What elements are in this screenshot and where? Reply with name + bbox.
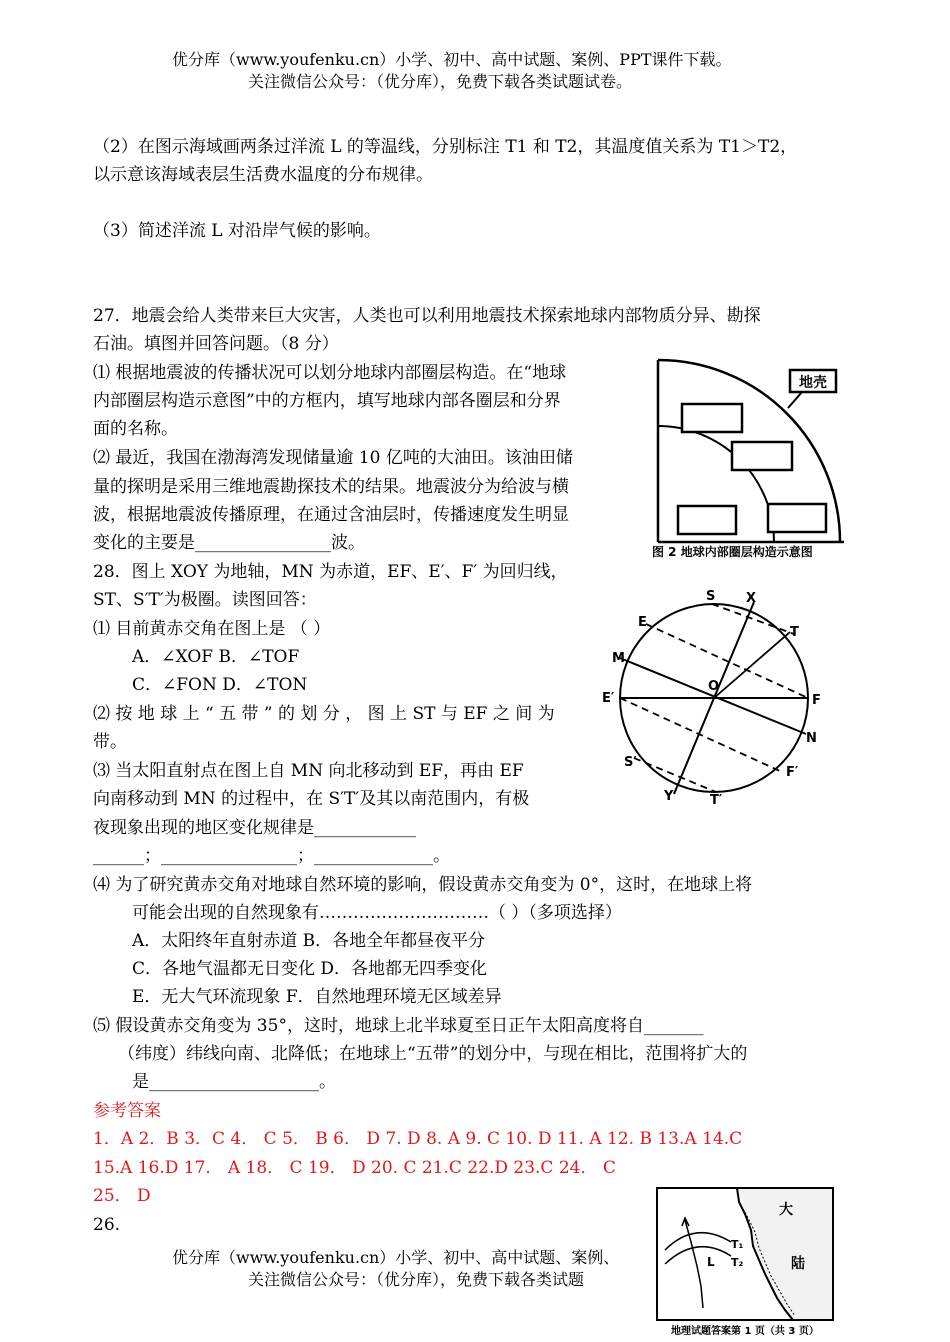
label-y-prime: Y′ [664,789,677,804]
q28-s4-options-2: C．各地气温都无日变化 D．各地都无四季变化 [132,959,488,979]
answer-box-2 [732,442,792,470]
continent-label-2: 陆 [791,1256,805,1272]
q28-s4-line1: ⑷ 为了研究黄赤交角对地球自然环境的影响，假设黄赤交角变为 0°，这时，在地球上将 [93,875,753,895]
header-line-1: 优分库（www.youfenku.cn）小学、初中、高中试题、案例、PPT课件下载。 [172,50,732,69]
current-label-l: L [707,1255,715,1269]
label-o: O [708,679,720,694]
q27-s1-line2: 内部圈层构造示意图”中的方框内，填写地球内部各圈层和分界 [93,391,561,411]
equator-mn [620,658,806,734]
answer-box-1 [682,404,742,432]
q26-part3: （3）简述洋流 L 对沿岸气候的影响。 [93,221,381,241]
q27-s2-line4: 变化的主要是________________波。 [93,533,365,553]
q27-s2-line1: ⑵ 最近，我国在渤海湾发现储量逾 10 亿吨的大油田。该油田储 [93,448,573,468]
answers-title: 参考答案 [93,1101,161,1121]
header-line-2: 关注微信公众号：（优分库），免费下载各类试题试卷。 [248,72,633,91]
crust-pointer [788,392,802,408]
q28-s4-options-3: E．无大气环流现象 F．自然地理环境无区域差异 [132,987,502,1007]
q26-part2-line2: 以示意该海域表层生活费水温度的分布规律。 [93,165,433,185]
answers-line2: 15.A 16.D 17． A 18． C 19． D 20. C 21.C 22.D 23.C 24． C [93,1158,616,1178]
label-t-prime: T′ [710,793,723,808]
q28-line2: ST、S′T′为极圈。读图回答： [93,590,317,610]
q28-s3-line4: ______；________________；______________。 [93,846,450,866]
q28-s1-options-1: A．∠XOF B．∠TOF [132,647,300,667]
q27-line1: 27．地震会给人类带来巨大灾害，人类也可以利用地震技术探索地球内部物质分异、勘探 [93,306,761,326]
label-e: E [638,615,647,630]
q28-s4-line2: 可能会出现的自然现象有…………………………（ ）（多项选择） [132,903,622,923]
footer-line-2: 关注微信公众号：（优分库），免费下载各类试题 [248,1270,585,1289]
q28-line1: 28．图上 XOY 为地轴，MN 为赤道，EF、E′、F′ 为回归线， [93,562,568,582]
label-e-prime: E′ [602,691,615,706]
isotherm-label-t1: T₁ [731,1238,744,1251]
answer-page-caption: 地理试题答案第 1 页（共 3 页） [671,1326,819,1336]
q27-s1-line3: 面的名称。 [93,419,178,439]
answers-line3: 25． D [93,1186,151,1206]
crust-label: 地壳 [799,375,827,391]
label-f: F [812,693,821,708]
q28-s1-options-2: C．∠FON D．∠TON [132,675,308,695]
q28-s3-line2: 向南移动到 MN 的过程中，在 S′T′及其以南范围内，有极 [93,789,530,809]
line-ot [714,632,790,698]
q28-s3-line1: ⑶ 当太阳直射点在图上自 MN 向北移动到 EF，再由 EF [93,761,524,781]
q28-s2-line1: ⑵ 按 地 球 上 “ 五 带 ” 的 划 分 ， 图 上 ST 与 EF 之 间 为 [93,704,555,724]
earth-figure-caption: 图 2 地球内部圈层构造示意图 [652,545,813,559]
q28-s3-line3: 夜现象出现的地区变化规律是____________ [93,818,416,838]
label-m: M [612,651,625,666]
q28-s5-line3: 是____________________。 [132,1072,336,1092]
isotherm-label-t2: T₂ [731,1256,744,1269]
answer-box-4 [768,504,826,532]
label-s: S [706,589,716,604]
label-x: X [746,591,757,606]
q28-s5-line1: ⑸ 假设黄赤交角变为 35°，这时，地球上北半球夏至日正午太阳高度将自_______ [93,1016,704,1036]
q27-line2: 石油。填图并回答问题。（8 分） [93,334,339,354]
label-f-prime: F′ [786,765,799,780]
answer-map-figure [655,1186,835,1336]
q27-s2-line2: 量的探明是采用三维地震勘探技术的结果。地震波分为给波与横 [93,477,569,497]
earth-axis-figure [598,586,828,808]
q27-s1-line1: ⑴ 根据地震波的传播状况可以划分地球内部圈层构造。在“地球 [93,363,567,383]
q28-s1: ⑴ 目前黄赤交角在图上是 （ ） [93,619,331,639]
antarctic-circle [634,758,716,792]
footer-line-1: 优分库（www.youfenku.cn）小学、初中、高中试题、案例、 [172,1248,620,1267]
q28-s4-options-1: A．太阳终年直射赤道 B．各地全年都昼夜平分 [132,931,486,951]
answer-box-3 [678,506,736,534]
label-s-prime: S′ [624,755,637,770]
answers-line1: 1．A 2．B 3．C 4． C 5． B 6． D 7. D 8. A 9. C 10. D 11. A 12. B 13.A 14.C [93,1129,743,1149]
q27-s2-line3: 波，根据地震波传播原理，在通过含油层时，传播速度发生明显 [93,505,569,525]
q28-s2-line2: 带。 [93,732,127,752]
answer-26-label: 26. [93,1215,121,1235]
label-n: N [806,731,817,746]
label-t: T [790,625,799,640]
earth-interior-figure [652,356,847,561]
q28-s5-line2: （纬度）纬线向南、北降低；在地球上“五带”的划分中，与现在相比，范围将扩大的 [118,1044,748,1064]
arctic-circle-st [712,604,794,634]
continent-label-1: 大 [779,1202,793,1218]
q26-part2-line1: （2）在图示海域画两条过洋流 L 的等温线，分别标注 T1 和 T2，其温度值关系为 T1＞T2， [93,137,798,157]
